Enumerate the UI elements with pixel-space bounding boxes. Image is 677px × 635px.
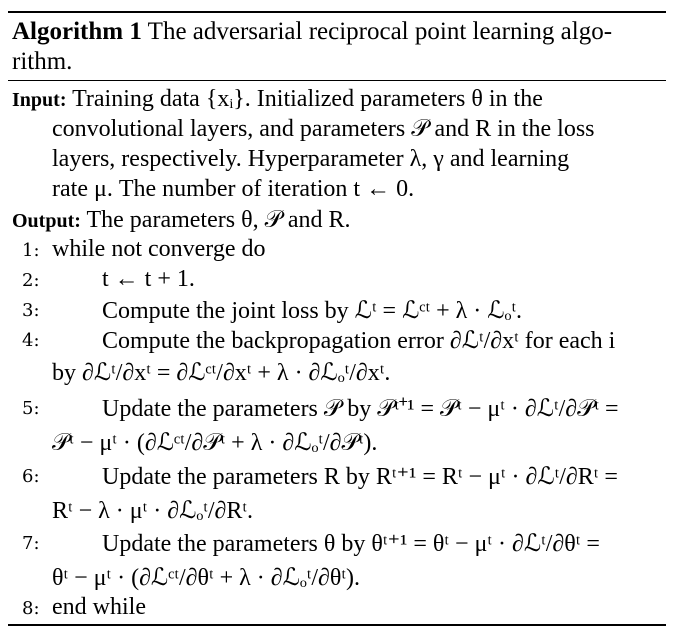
- step-6-text: Update the parameters R by Rᵗ⁺¹ = Rᵗ − μᵗ · ∂ℒᵗ/∂Rᵗ =: [102, 464, 618, 490]
- step-5-continuation: 𝒫ᵗ − μᵗ · (∂ℒᶜᵗ/∂𝒫ᵗ + λ · ∂ℒₒᵗ/∂𝒫ᵗ).: [52, 430, 378, 456]
- top-rule: [8, 11, 666, 13]
- algorithm-title-line1: The adversarial reciprocal point learning algo-: [147, 18, 613, 45]
- input-line-2: convolutional layers, and parameters 𝒫 and R in the loss: [52, 116, 595, 142]
- input-line-3: layers, respectively. Hyperparameter λ, γ and learning: [52, 146, 570, 172]
- step-4-text: Compute the backpropagation error ∂ℒᵗ/∂xᵗ for each i: [102, 328, 616, 354]
- step-4-number: 4:: [22, 330, 40, 351]
- step-5-text: Update the parameters 𝒫 by 𝒫ᵗ⁺¹ = 𝒫ᵗ − μᵗ · ∂ℒᵗ/∂𝒫ᵗ =: [102, 396, 619, 422]
- step-6-continuation: Rᵗ − λ · μᵗ · ∂ℒₒᵗ/∂Rᵗ.: [52, 498, 253, 524]
- step-7-continuation: θᵗ − μᵗ · (∂ℒᶜᵗ/∂θᵗ + λ · ∂ℒₒᵗ/∂θᵗ).: [52, 565, 360, 591]
- step-3-text: Compute the joint loss by ℒᵗ = ℒᶜᵗ + λ · ℒₒᵗ.: [102, 298, 523, 324]
- bottom-rule: [8, 624, 666, 626]
- step-2-text: t ← t + 1.: [102, 266, 195, 292]
- mid-rule: [8, 80, 666, 81]
- input-label: Input:: [12, 89, 67, 111]
- output-line: [12, 207, 351, 234]
- algorithm-title: [12, 17, 662, 77]
- step-8-text: end while: [52, 594, 146, 620]
- step-8-number: 8:: [22, 598, 40, 619]
- step-5-number: 5:: [22, 398, 40, 419]
- step-7-text: Update the parameters θ by θᵗ⁺¹ = θᵗ − μᵗ · ∂ℒᵗ/∂θᵗ =: [102, 531, 600, 557]
- step-4-continuation: by ∂ℒᵗ/∂xᵗ = ∂ℒᶜᵗ/∂xᵗ + λ · ∂ℒₒᵗ/∂xᵗ.: [52, 360, 391, 386]
- input-text-1: Training data {xᵢ}. Initialized parameters θ in the: [72, 86, 543, 112]
- algorithm-title-line2: rithm.: [12, 48, 73, 75]
- step-1-text: while not converge do: [52, 236, 266, 262]
- input-line-1: [12, 86, 543, 113]
- step-3-number: 3:: [22, 300, 40, 321]
- step-2-number: 2:: [22, 270, 40, 291]
- input-line-4: rate μ. The number of iteration t ← 0.: [52, 176, 415, 202]
- step-1-number: 1:: [22, 240, 40, 261]
- step-6-number: 6:: [22, 466, 40, 487]
- output-label: Output:: [12, 210, 81, 232]
- output-text: The parameters θ, 𝒫 and R.: [86, 207, 351, 233]
- step-7-number: 7:: [22, 533, 40, 554]
- algorithm-label: Algorithm 1: [12, 18, 142, 45]
